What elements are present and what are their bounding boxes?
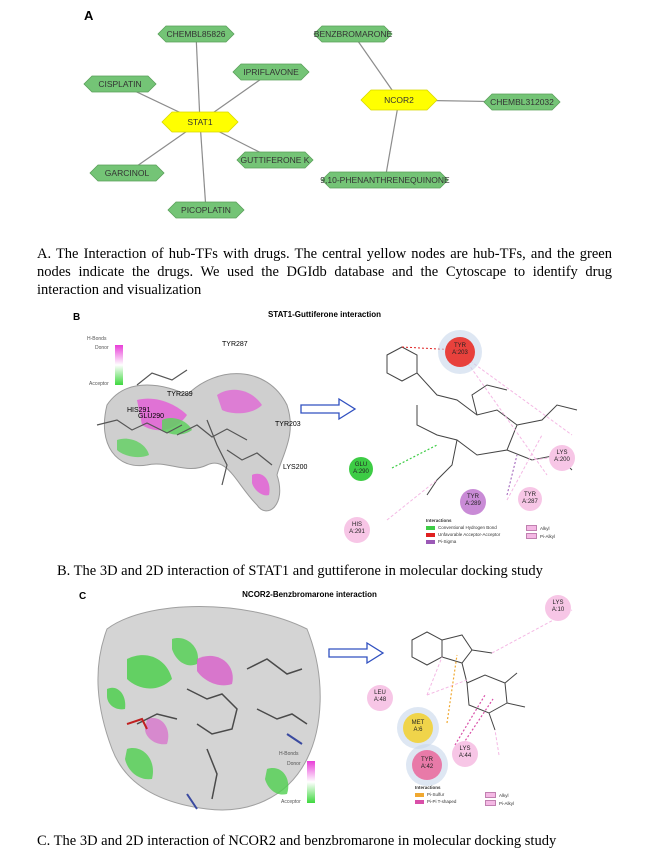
label-picoplatin: PICOPLATIN [181, 205, 231, 215]
label-phenanthrenequinone: 9,10-PHENANTHRENEQUINONE [320, 175, 450, 185]
label-guttiferone: GUTTIFERONE K [240, 155, 310, 165]
residue-3d-tyr289: TYR289 [167, 391, 193, 398]
ncor2-3d-surface [87, 599, 327, 819]
legend-item-pisigma [426, 539, 526, 544]
legend-item-alkyl-c-label: Alkyl [499, 792, 509, 798]
residue-tyr203-name: TYR [454, 343, 466, 349]
legend-item-alkyl-c [485, 792, 545, 798]
stat1-3d-surface [77, 325, 307, 525]
drug-interaction-network [0, 0, 645, 240]
legend-item-pitshaped-label: Pi-Pi T-shaped [427, 799, 457, 804]
legend-item-pitshaped [415, 799, 485, 804]
panel-b-title: STAT1-Guttiferone interaction [267, 310, 382, 319]
label-ncor2: NCOR2 [384, 95, 414, 105]
legend-item-unfav [426, 532, 526, 537]
caption-c: C. The 3D and 2D interaction of NCOR2 and benzbromarone in molecular docking study [37, 833, 557, 849]
residue-lys44-name: LYS [459, 746, 471, 752]
label-garcinol: GARCINOL [104, 168, 150, 178]
label-ipriflavone: IPRIFLAVONE [243, 67, 299, 77]
label-chembl85826: CHEMBL85826 [166, 29, 226, 39]
residue-lys44-num: A:44 [458, 753, 472, 759]
residue-lys10-num: A:10 [551, 607, 565, 613]
residue-3d-tyr203: TYR203 [275, 421, 301, 428]
hbond-color-bar-c [307, 761, 315, 803]
residue-his291-name: HIS [351, 522, 362, 528]
edge-ncor2-phenanthrenequinone [385, 100, 399, 180]
legend-item-pialkyl [526, 533, 586, 539]
edge-stat1-picoplatin [200, 122, 206, 210]
ncor2-2d-diagram [367, 595, 607, 795]
residue-glu290-num: A:290 [353, 469, 369, 475]
residue-lys200-name: LYS [556, 450, 568, 456]
hbond-legend-c-title: H-Bonds [279, 751, 299, 757]
label-stat1: STAT1 [187, 117, 213, 127]
residue-leu48-num: A:48 [373, 697, 387, 703]
residue-tyr287-num: A:287 [522, 499, 538, 505]
legend-item-pialkyl-c [485, 800, 545, 806]
residue-tyr203-num: A:203 [452, 350, 468, 356]
caption-b: B. The 3D and 2D interaction of STAT1 and guttiferone in molecular docking study [57, 563, 543, 579]
interactions-legend-c-title: Interactions [415, 785, 441, 790]
residue-met6-name: MET [411, 720, 425, 726]
panel-a-letter: A [84, 8, 94, 23]
legend-item-hbond-label: Conventional Hydrogen Bond [438, 525, 497, 530]
residue-3d-lys200: LYS200 [283, 464, 308, 471]
legend-item-pisulfur-label: Pi-Sulfur [427, 792, 445, 797]
panel-b-figure [37, 305, 612, 561]
residue-met6-num: A:6 [413, 727, 423, 733]
panel-c-letter: C [79, 591, 87, 602]
interactions-legend-c [415, 785, 565, 806]
legend-item-pisulfur [415, 792, 485, 797]
panel-c-title: NCOR2-Benzbromarone interaction [242, 590, 377, 599]
hbond-legend-acceptor: Acceptor [89, 381, 109, 387]
hbond-legend-c-donor: Donor [287, 761, 301, 767]
legend-item-pisigma-label: Pi-Sigma [438, 539, 457, 544]
residue-3d-his291: HIS291 [127, 407, 151, 414]
residue-glu290-name: GLU [354, 462, 368, 468]
hbond-legend-c-acceptor: Acceptor [281, 799, 301, 805]
residue-3d-tyr287: TYR287 [222, 341, 248, 348]
label-chembl312032: CHEMBL312032 [490, 97, 554, 107]
residue-tyr42-name: TYR [421, 757, 433, 763]
caption-a: A. The Interaction of hub-TFs with drugs. The central yellow nodes are hub-TFs, and the green nodes indicate the drugs. We used the DGIdb database and the Cytoscape to identify drug interaction and visualization [37, 246, 612, 298]
residue-3d-glu290: GLU290 [138, 413, 165, 420]
label-cisplatin: CISPLATIN [98, 79, 142, 89]
residue-tyr289-name: TYR [467, 494, 479, 500]
panel-c-figure [37, 585, 612, 830]
hbond-legend-donor: Donor [95, 345, 109, 351]
arrow-icon [299, 397, 359, 421]
legend-item-pialkyl-label: Pi-Alkyl [540, 533, 556, 539]
interactions-legend-b-title: Interactions [426, 518, 452, 523]
residue-tyr287-name: TYR [524, 492, 536, 498]
label-benzbromarone: BENZBROMARONE [313, 29, 393, 39]
residue-his291-num: A:291 [349, 529, 365, 535]
legend-item-alkyl-label: Alkyl [540, 525, 550, 531]
residue-lys10-name: LYS [552, 600, 564, 606]
residue-lys200-num: A:200 [554, 457, 570, 463]
residue-tyr42-num: A:42 [420, 764, 434, 770]
legend-item-unfav-label: Unfavorable Acceptor-Acceptor [438, 532, 501, 537]
residue-tyr289-num: A:289 [465, 501, 481, 507]
panel-b-letter: B [73, 312, 81, 323]
interactions-legend-b [426, 518, 596, 544]
edge-stat1-chembl85826 [196, 34, 200, 122]
residue-leu48-name: LEU [374, 690, 386, 696]
hbond-legend-title: H-Bonds [87, 336, 107, 342]
legend-item-pialkyl-c-label: Pi-Alkyl [499, 800, 515, 806]
legend-item-hbond [426, 525, 526, 530]
legend-item-alkyl [526, 525, 586, 531]
